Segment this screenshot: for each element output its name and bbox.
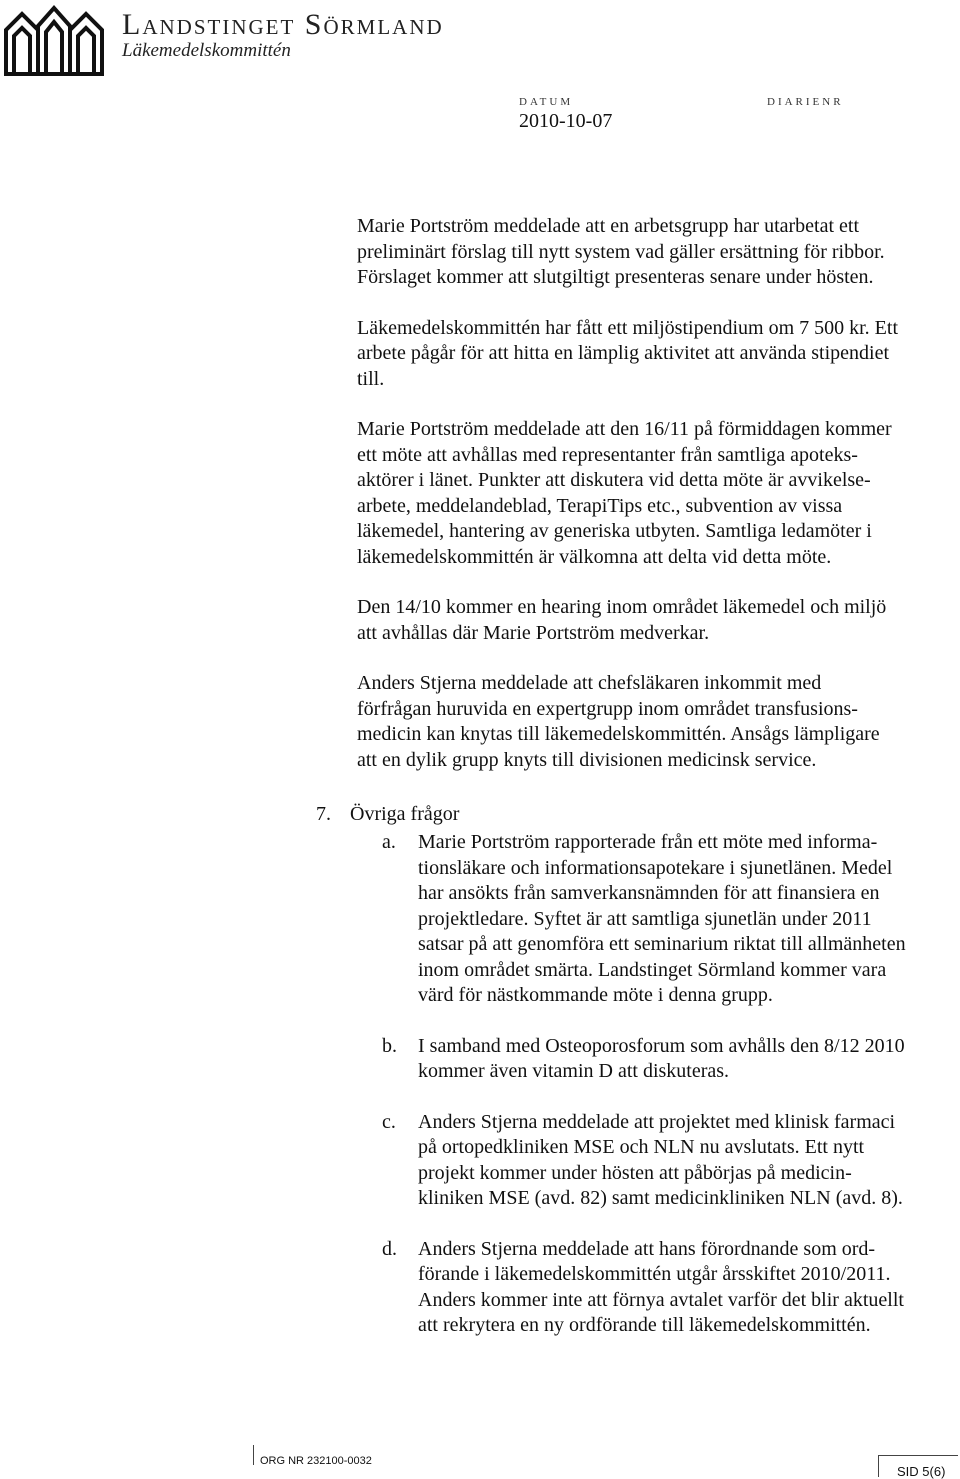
item-text: Anders Stjerna meddelade att hans förordnande som ord- förande i läkemedelskommittén utgår årsskiftet 2010/2011. Anders kommer inte att förnya avtalet varför det blir aktuellt att rekrytera en ny ordförande till läkemedelskommittén. (418, 1237, 904, 1336)
list-item (382, 1034, 960, 1085)
landstinget-logo-icon (0, 2, 110, 78)
paragraph: Den 14/10 kommer en hearing inom området läkemedel och miljö att avhållas där Marie Portström medverkar. (357, 596, 887, 644)
paragraph: Marie Portström meddelade att den 16/11 på förmiddagen kommer ett möte att avhållas med representanter från samtliga apoteks- aktörer i länet. Punkter att diskutera vid detta möte är avvikelse- arbete, meddelandeblad, TerapiTips etc., subvention av vissa läkemedel, hantering av generiska utbyten. Samtliga ledamöter i läkemedelskommittén är välkomna att delta vid detta möte. (357, 418, 892, 568)
item-letter: c. (382, 1110, 396, 1133)
section-number: 7. (316, 803, 331, 825)
paragraph: Anders Stjerna meddelade att chefsläkaren inkommit med förfrågan huruvida en expertgrupp inom området transfusions- medicin kan knytas till läkemedelskommittén. Ansågs lämpligare att en dylik grupp knyts till divisionen medicinsk service. (357, 672, 880, 771)
item-text: Marie Portström rapporterade från ett möte med informa- tionsläkare och informationsapotekare i sjunetlänen. Medel har ansökts från samverkansnämnden för att finansiera en projektledare. Syftet är att samtliga sjunetlän under 2011 satsar på att genomföra ett seminarium riktat till allmänheten inom området smärta. Landstinget Sörmland kommer vara värd för nästkommande möte i denna grupp. (418, 831, 906, 1006)
committee-name: Läkemedelskommittén (122, 40, 291, 61)
item-letter: b. (382, 1034, 397, 1057)
page-number: SID 5(6) (878, 1455, 958, 1477)
date-value: 2010-10-07 (519, 110, 613, 132)
list-item (382, 1237, 960, 1339)
item-text: Anders Stjerna meddelade att projektet med klinisk farmaci på ortopedkliniken MSE och NLN nu avslutats. Ett nytt projekt kommer under hösten att påbörjas på medicin- kliniken MSE (avd. 82) samt medicinkliniken NLN (avd. 8). (418, 1110, 903, 1209)
item-text: I samband med Osteoporosforum som avhålls den 8/12 2010 kommer även vitamin D att diskuteras. (418, 1034, 905, 1082)
footer-org-number: ORG NR 232100-0032 (260, 1455, 372, 1467)
list-item (382, 1110, 960, 1212)
minutes-body (357, 214, 960, 798)
section-title: Övriga frågor (350, 803, 460, 825)
section-heading (316, 802, 960, 828)
date-label: DATUM (519, 96, 574, 108)
footer-divider (253, 1445, 254, 1465)
paragraph: Läkemedelskommittén har fått ett miljöstipendium om 7 500 kr. Ett arbete pågår för att hitta en lämplig aktivitet att använda stipendiet till. (357, 316, 899, 390)
organization-name: Landstinget Sörmland (122, 8, 444, 41)
diarie-label: DIARIENR (767, 96, 844, 108)
list-item (382, 830, 960, 1009)
paragraph: Marie Portström meddelade att en arbetsgrupp har utarbetat ett preliminärt förslag till nytt system vad gäller ersättning för ribbor. Förslaget kommer att slutgiltigt presenteras senare under hösten. (357, 215, 885, 288)
item-letter: a. (382, 831, 396, 853)
section-items (382, 830, 960, 1364)
item-letter: d. (382, 1237, 397, 1260)
